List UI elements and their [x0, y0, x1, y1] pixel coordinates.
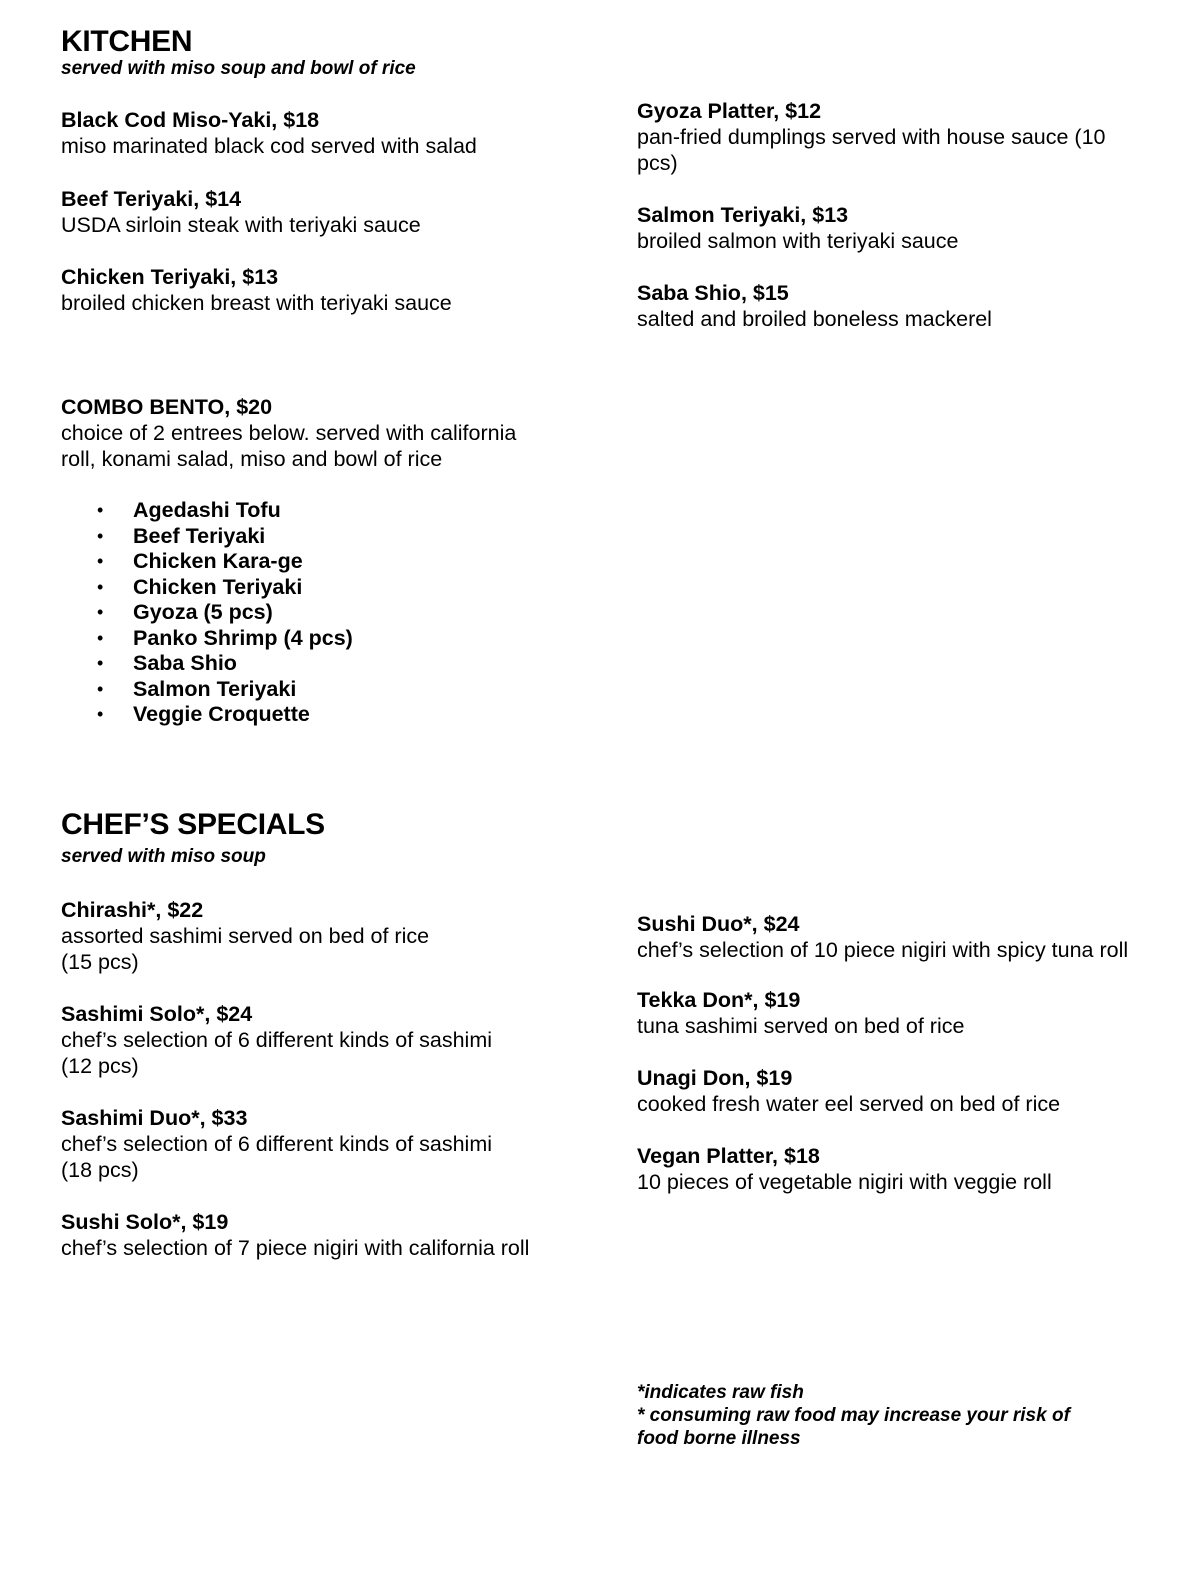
menu-item-title: Sashimi Solo*, $24 — [61, 1002, 253, 1026]
menu-item-description: chef’s selection of 6 different kinds of sashimi — [61, 1132, 493, 1156]
menu-item-description: (15 pcs) — [61, 950, 139, 974]
entree-name: Salmon Teriyaki — [133, 676, 297, 701]
menu-item-title: Chirashi*, $22 — [61, 898, 204, 922]
entree-name: Chicken Kara-ge — [133, 549, 303, 573]
menu-item-description: (12 pcs) — [61, 1054, 139, 1078]
raw-fish-notes — [637, 1381, 1137, 1450]
menu-item-description: (18 pcs) — [61, 1158, 139, 1182]
entree-list-item — [61, 677, 353, 703]
entree-name: Agedashi Tofu — [133, 498, 281, 522]
menu-item-description: salted and broiled boneless mackerel — [637, 307, 992, 331]
menu-item — [637, 987, 1177, 1039]
note-line: food borne illness — [637, 1428, 801, 1449]
entree-list-item — [61, 702, 353, 728]
menu-item-title: Sushi Solo*, $19 — [61, 1210, 229, 1234]
combo-title: COMBO BENTO, $20 — [61, 395, 273, 419]
menu-item-description: pan-fried dumplings served with house sauce (10 — [637, 125, 1106, 149]
menu-item-description: chef’s selection of 7 piece nigiri with california roll — [61, 1236, 530, 1260]
bullet-icon: • — [97, 500, 104, 520]
menu-item-description: broiled salmon with teriyaki sauce — [637, 229, 959, 253]
bullet-icon: • — [97, 627, 104, 648]
menu-item-title: Sushi Duo*, $24 — [637, 912, 800, 936]
menu-item — [61, 897, 601, 975]
menu-item-description: tuna sashimi served on bed of rice — [637, 1014, 965, 1038]
menu-item — [637, 280, 1177, 332]
menu-item-title: Salmon Teriyaki, $13 — [637, 203, 849, 227]
bullet-icon: • — [97, 704, 104, 724]
entree-name: Saba Shio — [133, 651, 237, 675]
entree-list-item — [61, 626, 353, 652]
menu-item-description: assorted sashimi served on bed of rice — [61, 924, 430, 948]
menu-item-description: chef’s selection of 6 different kinds of sashimi — [61, 1028, 493, 1052]
menu-item — [637, 911, 1177, 963]
combo-bento — [61, 394, 601, 472]
entree-list-item — [61, 524, 353, 550]
menu-item — [61, 1001, 601, 1079]
menu-item — [61, 264, 601, 316]
bullet-icon: • — [97, 551, 104, 571]
entree-list-item — [61, 651, 353, 677]
kitchen-heading: KITCHEN — [61, 25, 193, 58]
menu-item — [637, 98, 1177, 176]
menu-item-description: chef’s selection of 10 piece nigiri with spicy tuna roll — [637, 938, 1129, 962]
specials-subtitle: served with miso soup — [61, 846, 266, 867]
combo-description: choice of 2 entrees below. served with california — [61, 421, 517, 445]
entree-list-item — [61, 575, 353, 601]
entree-name: Panko Shrimp (4 pcs) — [133, 625, 353, 650]
entree-list — [61, 498, 353, 728]
entree-name: Chicken Teriyaki — [133, 574, 303, 599]
bullet-icon: • — [97, 602, 104, 622]
entree-list-item — [61, 549, 353, 575]
bullet-icon: • — [97, 576, 104, 597]
menu-item — [61, 1209, 601, 1261]
menu-item-title: Beef Teriyaki, $14 — [61, 187, 242, 211]
menu-item — [61, 1105, 601, 1183]
combo-description: roll, konami salad, miso and bowl of rice — [61, 447, 443, 471]
menu-item-description: USDA sirloin steak with teriyaki sauce — [61, 213, 421, 237]
menu-item-title: Vegan Platter, $18 — [637, 1144, 820, 1168]
entree-list-item — [61, 498, 353, 524]
menu-item-title: Chicken Teriyaki, $13 — [61, 265, 279, 289]
menu-item-description: pcs) — [637, 151, 678, 175]
note-line: *indicates raw fish — [637, 1382, 804, 1403]
menu-item-title: Tekka Don*, $19 — [637, 988, 801, 1012]
menu-item-title: Saba Shio, $15 — [637, 281, 789, 305]
menu-item-description: 10 pieces of vegetable nigiri with veggie roll — [637, 1170, 1052, 1194]
note-line: * consuming raw food may increase your risk of — [637, 1405, 1070, 1426]
menu-item — [61, 107, 601, 159]
menu-item — [637, 1065, 1177, 1117]
menu-item — [637, 1143, 1177, 1195]
entree-name: Veggie Croquette — [133, 702, 310, 726]
menu-item — [61, 186, 601, 238]
specials-heading: CHEF’S SPECIALS — [61, 808, 325, 841]
menu-item-description: broiled chicken breast with teriyaki sauce — [61, 291, 452, 315]
menu-item-description: cooked fresh water eel served on bed of rice — [637, 1092, 1061, 1116]
menu-item — [637, 202, 1177, 254]
bullet-icon: • — [97, 678, 104, 699]
bullet-icon: • — [97, 653, 104, 673]
menu-item-title: Black Cod Miso-Yaki, $18 — [61, 108, 320, 132]
menu-item-description: miso marinated black cod served with salad — [61, 134, 477, 158]
menu-item-title: Gyoza Platter, $12 — [637, 99, 822, 123]
entree-list-item — [61, 600, 353, 626]
entree-name: Gyoza (5 pcs) — [133, 600, 273, 624]
kitchen-subtitle: served with miso soup and bowl of rice — [61, 58, 416, 79]
entree-name: Beef Teriyaki — [133, 523, 266, 548]
bullet-icon: • — [97, 525, 104, 546]
menu-item-title: Sashimi Duo*, $33 — [61, 1106, 248, 1130]
menu-item-title: Unagi Don, $19 — [637, 1066, 793, 1090]
